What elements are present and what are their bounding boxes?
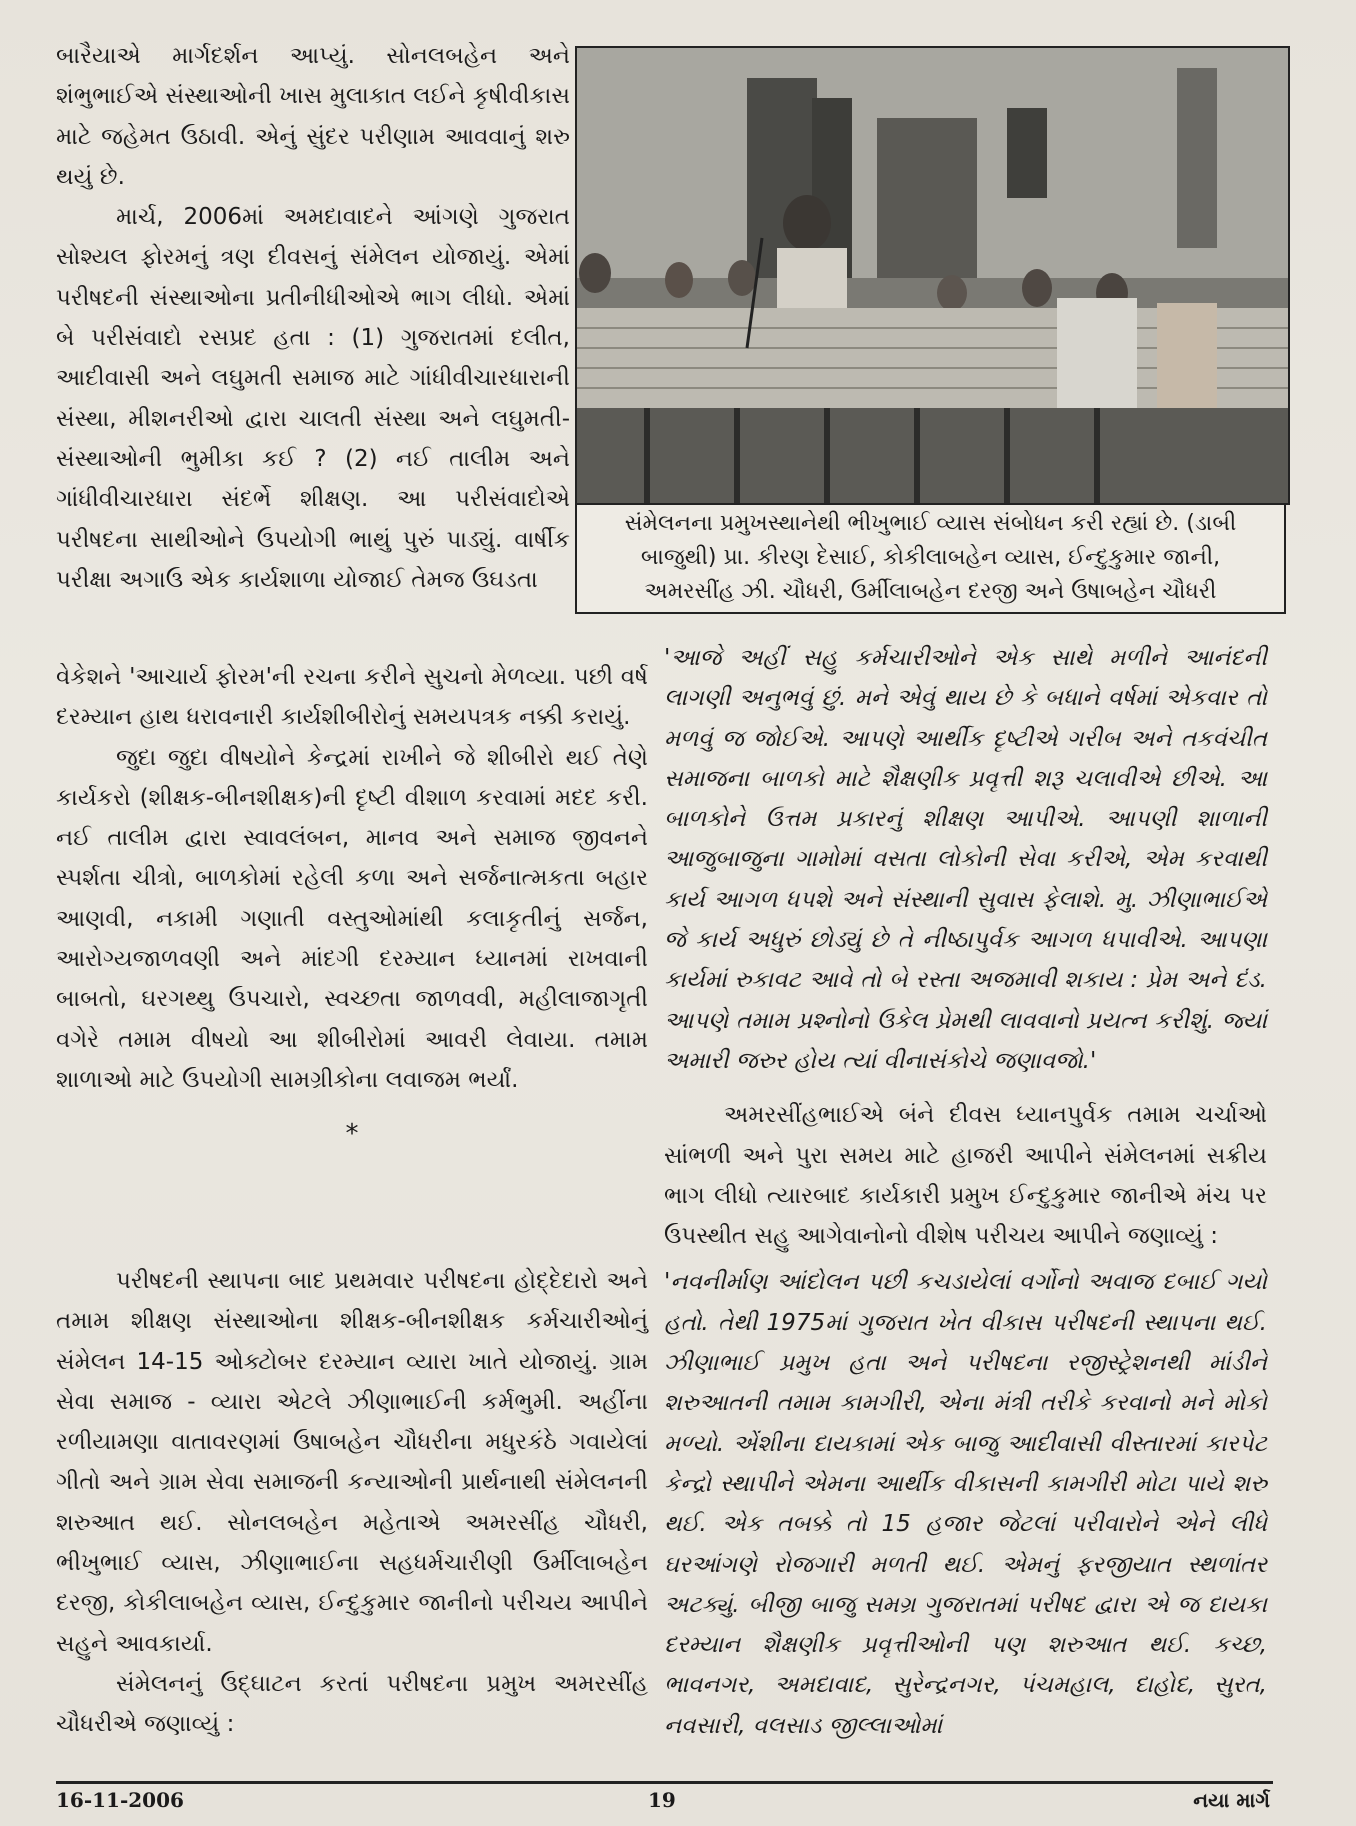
- caption-line: બાજુથી) પ્રા. કીરણ દેસાઈ, કોકીલાબહેન વ્યાસ, ઈન્દુકુમાર જાની,: [640, 545, 1221, 570]
- paragraph: વેકેશને 'આચાર્ય ફોરમ'ની રચના કરીને સુચનો મેળવ્યા. પછી વર્ષ દરમ્યાન હાથ ધરાવનારી કાર્યશીબીરોનું સમયપત્રક નક્કી કરાયું.: [56, 664, 648, 731]
- footer-rule: [56, 1781, 1273, 1784]
- publication-name: નયા માર્ગ: [1193, 1788, 1270, 1812]
- paragraph: પરીષદની સ્થાપના બાદ પ્રથમવાર પરીષદના હોદ્દેદારો અને તમામ શીક્ષણ સંસ્થાઓના શીક્ષક-બીનશીક્ષક કર્મચારીઓનું સંમેલન 14-15 ઓક્ટોબર દરમ્યાન વ્યારા ખાતે યોજાયું. ગ્રામ સેવા સમાજ - વ્યારા એટલે ઝીણાભાઈની કર્મભુમી. અહીંના રળીયામણા વાતાવરણમાં ઉષાબહેન ચૌધરીના મધુરકંઠે ગવાયેલાં ગીતો અને ગ્રામ સેવા સમાજની કન્યાઓની પ્રાર્થનાથી સંમેલનની શરુઆત થઈ. સોનલબહેન મહેતાએ અમરસીંહ ચૌધરી, ભીખુભાઈ વ્યાસ, ઝીણાભાઈના સહધર્મચારીણી ઉર્મીલાબહેન દરજી, કોકીલાબહેન વ્યાસ, ઈન્દુકુમાર જાનીનો પરીચય આપીને સહુને આવકાર્યા.: [56, 1268, 648, 1657]
- page-number: 19: [648, 1788, 676, 1812]
- quote-paragraph: 'નવનીર્માણ આંદોલન પછી કચડાયેલાં વર્ગોનો અવાજ દબાઈ ગયો હતો. તેથી 1975માં ગુજરાત ખેત વીકાસ પરીષદની સ્થાપના થઈ. ઝીણાભાઈ પ્રમુખ હતા અને પરીષદના રજીસ્ટ્રેશનથી માંડીને શરુઆતની તમામ કામગીરી, એના મંત્રી તરીકે કરવાનો મને મોકો મળ્યો. એંશીના દાયકામાં એક બાજુ આદીવાસી વીસ્તારમાં કારપેટ કેન્દ્રો સ્થાપીને એમના આર્થીક વીકાસની કામગીરી મોટા પાયે શરુ થઈ. એક તબક્કે તો 15 હજાર જેટલાં પરીવારોને એને લીધે ઘરઆંગણે રોજગારી મળતી થઈ. એમનું ફરજીયાત સ્થળાંતર અટક્યું. બીજી બાજુ સમગ્ર ગુજરાતમાં પરીષદ દ્વારા એ જ દાયકા દરમ્યાન શૈક્ષણીક પ્રવૃત્તીઓની પણ શરુઆત થઈ. કચ્છ, ભાવનગર, અમદાવાદ, સુરેન્દ્રનગર, પંચમહાલ, દાહોદ, સુરત, નવસારી, વલસાડ જીલ્લાઓમાં: [664, 1269, 1267, 1739]
- quote-paragraph: 'આજે અહીં સહુ કર્મચારીઓને એક સાથે મળીને આનંદની લાગણી અનુભવું છું. મને એવું થાય છે કે બધાને વર્ષમાં એકવાર તો મળવું જ જોઈએ. આપણે આર્થીક દૃષ્ટીએ ગરીબ અને તકવંચીત સમાજના બાળકો માટે શૈક્ષણીક પ્રવૃત્તી શરૂ ચલાવીએ છીએ. આ બાળકોને ઉત્તમ પ્રકારનું શીક્ષણ આપીએ. આપણી શાળાની આજુબાજુના ગામોમાં વસતા લોકોની સેવા કરીએ, એમ કરવાથી કાર્ય આગળ ધપશે અને સંસ્થાની સુવાસ ફેલાશે. મુ. ઝીણાભાઈએ જે કાર્ય અધુરું છોડ્યું છે તે નીષ્ઠાપુર્વક આગળ ધપાવીએ. આપણા કાર્યમાં રુકાવટ આવે તો બે રસ્તા અજમાવી શકાય : પ્રેમ અને દંડ. આપણે તમામ પ્રશ્નોનો ઉકેલ પ્રેમથી લાવવાનો પ્રયત્ન કરીશું. જ્યાં અમારી જરુર હોય ત્યાં વીનાસંકોચે જણાવજો.': [664, 645, 1267, 1074]
- paragraph: અમરસીંહભાઈએ બંને દીવસ ધ્યાનપુર્વક તમામ ચર્ચાઓ સાંભળી અને પુરા સમય માટે હાજરી આપીને સંમેલનમાં સક્રીય ભાગ લીધો ત્યારબાદ કાર્યકારી પ્રમુખ ઈન્દુકુમાર જાનીએ મંચ પર ઉપસ્થીત સહુ આગેવાનોનો વીશેષ પરીચય આપીને જણાવ્યું :: [664, 1102, 1267, 1250]
- conference-photo: [575, 46, 1290, 505]
- left-column-bottom: [56, 1261, 648, 1745]
- photo-caption: [575, 503, 1286, 614]
- left-column-top: [56, 36, 570, 600]
- paragraph: જુદા જુદા વીષયોને કેન્દ્રમાં રાખીને જે શીબીરો થઈ તેણે કાર્યકરો (શીક્ષક-બીનશીક્ષક)ની દૃષ્ટી વીશાળ કરવામાં મદદ કરી. નઈ તાલીમ દ્વારા સ્વાવલંબન, માનવ અને સમાજ જીવનને સ્પર્શતા ચીત્રો, બાળકોમાં રહેલી કળા અને સર્જનાત્મકતા બહાર આણવી, નકામી ગણાતી વસ્તુઓમાંથી કલાકૃતીનું સર્જન, આરોગ્યજાળવણી અને માંદગી દરમ્યાન ધ્યાનમાં રાખવાની બાબતો, ઘરગથ્થુ ઉપચારો, સ્વચ્છતા જાળવવી, મહીલાજાગૃતી વગેરે તમામ વીષયો આ શીબીરોમાં આવરી લેવાયા. તમામ શાળાઓ માટે ઉપયોગી સામગ્રીકોના લવાજમ ભર્યાં.: [56, 744, 648, 1093]
- paragraph: સંમેલનનું ઉદ્ઘાટન કરતાં પરીષદના પ્રમુખ અમરસીંહ ચૌધરીએ જણાવ્યું :: [56, 1670, 648, 1738]
- footer-date: 16-11-2006: [56, 1788, 184, 1812]
- left-column-middle: [56, 657, 648, 1191]
- conference-photo-illustration: [577, 48, 1288, 503]
- caption-line: અમરસીંહ ઝી. ચૌધરી, ઉર્મીલાબહેન દરજી અને ઉષાબહેન ચૌધરી: [644, 579, 1217, 604]
- paragraph: માર્ચ, 2006માં અમદાવાદને આંગણે ગુજરાત સોશ્યલ ફોરમનું ત્રણ દીવસનું સંમેલન યોજાયું. એમાં પરીષદની સંસ્થાઓના પ્રતીનીધીઓએ ભાગ લીધો. એમાં બે પરીસંવાદો રસપ્રદ હતા : (1) ગુજરાતમાં દલીત, આદીવાસી અને લઘુમતી સમાજ માટે ગાંધીવીચારધારાની સંસ્થા, મીશનરીઓ દ્વારા ચાલતી સંસ્થા અને લઘુમતી-સંસ્થાઓની ભુમીકા કઈ ? (2) નઈ તાલીમ અને ગાંધીવીચારધારા સંદર્ભે શીક્ષણ. આ પરીસંવાદોએ પરીષદના સાથીઓને ઉપયોગી ભાથું પુરું પાડ્યું. વાર્ષીક પરીક્ષા અગાઉ એક કાર્યશાળા યોજાઈ તેમજ ઉઘડતા: [56, 204, 570, 593]
- paragraph: બારૈયાએ માર્ગદર્શન આપ્યું. સોનલબહેન અને શંભુભાઈએ સંસ્થાઓની ખાસ મુલાકાત લઈને કૃષીવીકાસ માટે જહેમત ઉઠાવી. એનું સુંદર પરીણામ આવવાનું શરુ થયું છે.: [56, 43, 570, 190]
- right-column: [664, 638, 1267, 1746]
- caption-line: સંમેલનના પ્રમુખસ્થાનેથી ભીખુભાઈ વ્યાસ સંબોધન કરી રહ્યાં છે. (ડાબી: [624, 511, 1237, 536]
- section-separator: *: [345, 1119, 359, 1150]
